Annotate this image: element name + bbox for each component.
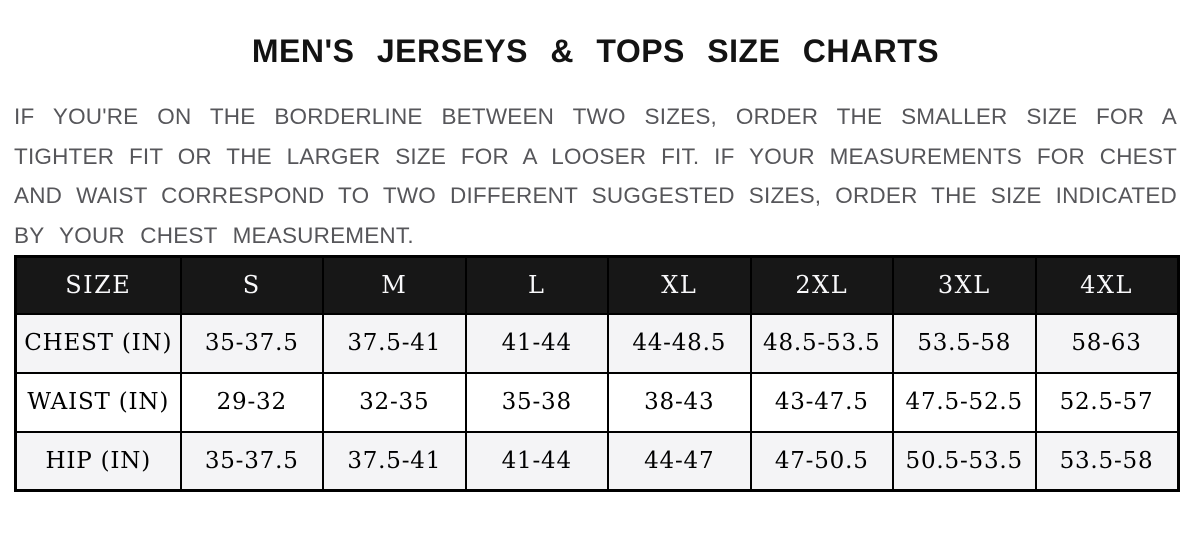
chest-3xl-cell: 53.5-58 [893,314,1036,373]
hip-xl-cell: 44-47 [608,432,751,491]
col-header-3xl: 3XL [893,257,1036,314]
chest-xl-cell: 44-48.5 [608,314,751,373]
hip-s-cell: 35-37.5 [181,432,324,491]
intro-line-1: IF YOU'RE ON THE BORDERLINE BETWEEN TWO SIZES, ORDER THE SMALLER SIZE FOR A [14,104,1177,129]
chest-m-cell: 37.5-41 [323,314,466,373]
waist-l-cell: 35-38 [466,373,609,432]
col-header-2xl: 2XL [751,257,894,314]
intro-line-2: TIGHTER FIT OR THE LARGER SIZE FOR A LOOSER FIT. IF YOUR MEASUREMENTS FOR CHEST [14,143,1177,169]
page-title: MEN'S JERSEYS & TOPS SIZE CHARTS [251,33,940,69]
waist-m-cell: 32-35 [323,373,466,432]
col-header-size: SIZE [16,257,181,314]
chest-l-cell: 41-44 [466,314,609,373]
hip-4xl-cell: 53.5-58 [1036,432,1179,491]
col-header-l: L [466,257,609,314]
hip-2xl-cell: 47-50.5 [751,432,894,491]
size-chart-page [0,31,1191,541]
col-header-s: S [181,257,324,314]
intro-line-3: AND WAIST CORRESPOND TO TWO DIFFERENT SUGGESTED SIZES, ORDER THE SIZE INDICATED [14,183,1177,208]
col-header-m: M [323,257,466,314]
hip-l-cell: 41-44 [466,432,609,491]
hip-3xl-cell: 50.5-53.5 [893,432,1036,491]
waist-xl-cell: 38-43 [608,373,751,432]
intro-line-4: BY YOUR CHEST MEASUREMENT. [14,222,414,248]
size-chart-header-row [16,257,1179,314]
row-label-hip: HIP (IN) [16,432,181,491]
col-header-4xl: 4XL [1036,257,1179,314]
chest-2xl-cell: 48.5-53.5 [751,314,894,373]
table-row-hip [16,432,1179,491]
waist-4xl-cell: 52.5-57 [1036,373,1179,432]
chest-s-cell: 35-37.5 [181,314,324,373]
waist-2xl-cell: 43-47.5 [751,373,894,432]
size-chart-table [14,255,1180,492]
table-row-chest [16,314,1179,373]
intro-paragraph [14,97,1177,255]
hip-m-cell: 37.5-41 [323,432,466,491]
row-label-chest: CHEST (IN) [16,314,181,373]
row-label-waist: WAIST (IN) [16,373,181,432]
table-row-waist [16,373,1179,432]
waist-3xl-cell: 47.5-52.5 [893,373,1036,432]
chest-4xl-cell: 58-63 [1036,314,1179,373]
col-header-xl: XL [608,257,751,314]
waist-s-cell: 29-32 [181,373,324,432]
